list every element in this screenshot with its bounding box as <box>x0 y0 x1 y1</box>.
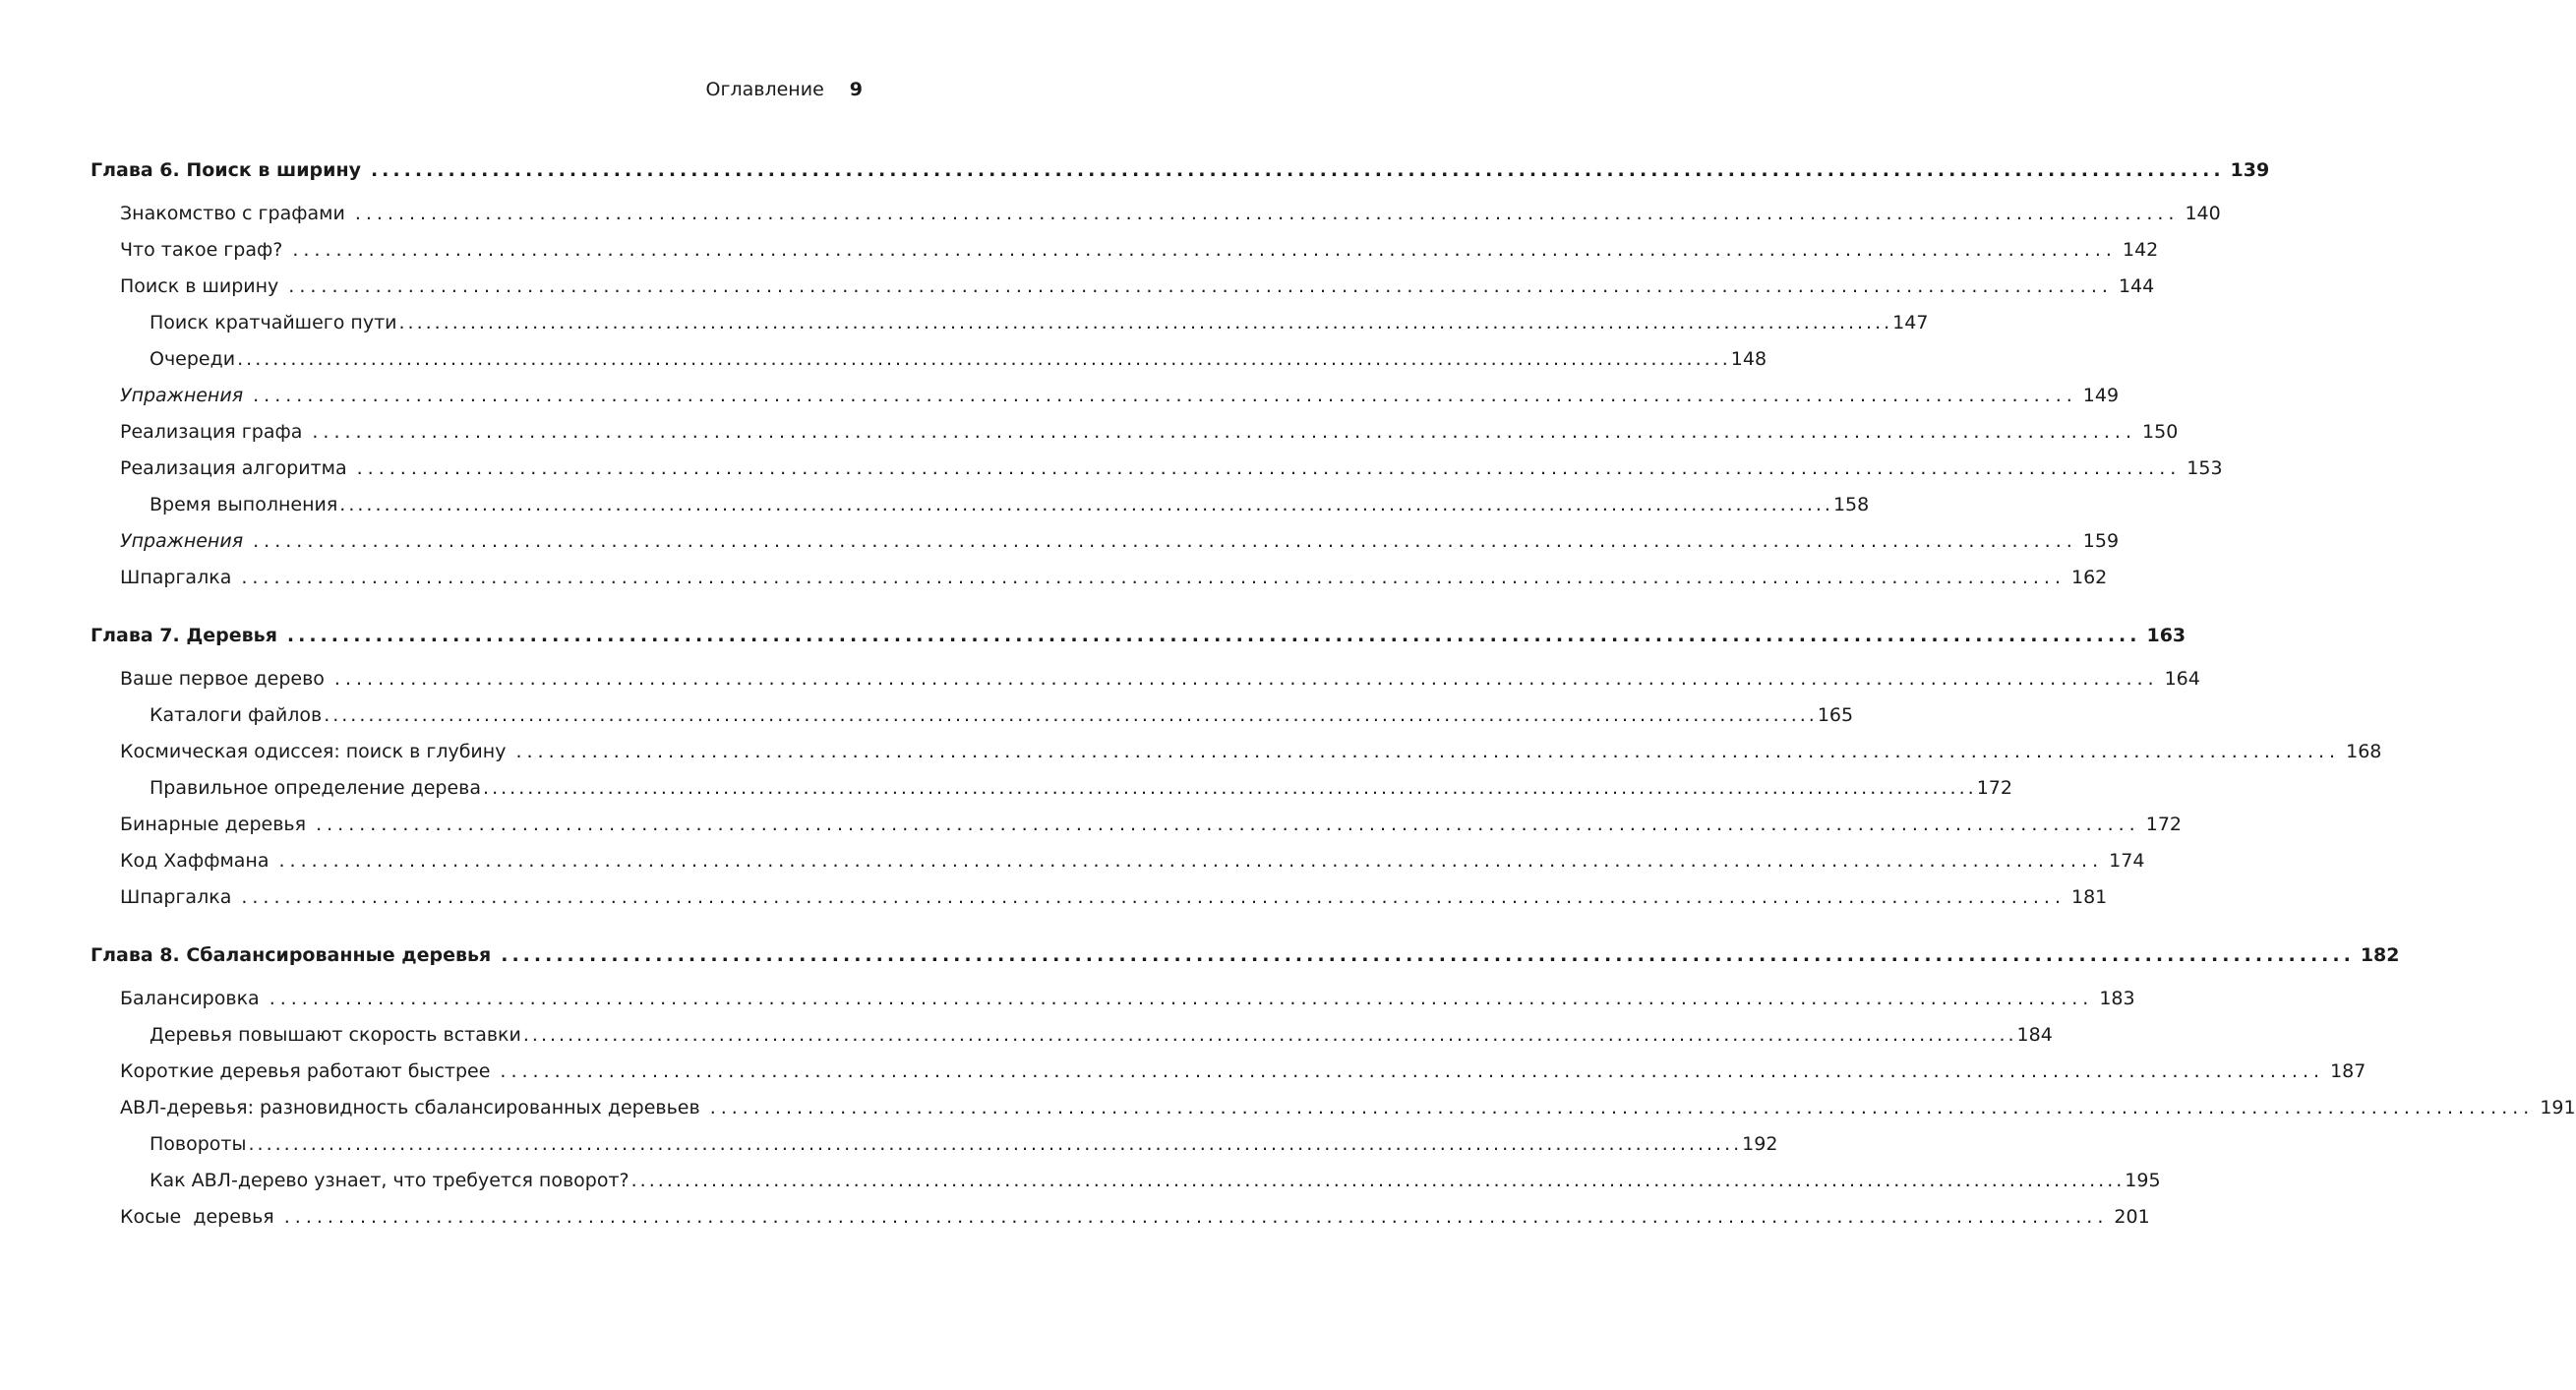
toc-subentry[interactable] <box>150 776 2012 800</box>
toc-subentry[interactable] <box>150 1169 2161 1192</box>
toc-entry-page: 144 <box>2118 275 2155 297</box>
dot-leader: ........................................................................................................................................................................ <box>292 239 2117 261</box>
toc-entry-title: Упражнения <box>120 385 244 406</box>
toc-entry-title: АВЛ-деревья: разновидность сбалансированных деревьев <box>120 1097 700 1118</box>
toc-entry-page: 168 <box>2346 741 2382 762</box>
toc-entry-title: Очереди <box>150 348 236 370</box>
toc-entry-page: 182 <box>2360 944 2400 966</box>
toc-entry[interactable] <box>120 987 2135 1010</box>
toc-entry-page: 149 <box>2082 385 2120 406</box>
toc-entry-page: 158 <box>1832 494 1870 515</box>
toc-entry-title: Космическая одиссея: поиск в глубину <box>120 741 507 762</box>
toc-entry[interactable] <box>120 849 2145 873</box>
toc-entry[interactable] <box>120 274 2155 298</box>
toc-entry[interactable] <box>120 238 2159 262</box>
dot-leader: ........................................................................................................................................................................ <box>241 886 2066 908</box>
toc-entry-title: Поиск кратчайшего пути <box>150 312 397 333</box>
toc-entry[interactable] <box>120 1205 2150 1229</box>
toc-entry-title: Повороты <box>150 1133 247 1155</box>
toc-entry[interactable] <box>120 885 2108 909</box>
dot-leader: ........................................................................................................................................................................ <box>316 814 2140 835</box>
toc-entry-page: 162 <box>2071 567 2108 588</box>
toc-entry[interactable] <box>120 202 2221 225</box>
page-number: 9 <box>849 79 863 100</box>
dot-leader: ........................................................................................................................................................................ <box>241 567 2066 588</box>
toc-entry-page: 164 <box>2164 668 2200 690</box>
dot-leader: ........................................................................................................................................................................ <box>283 1206 2109 1228</box>
dot-leader: ........................................................................................................................................................................ <box>515 741 2341 762</box>
toc-entry-exercises[interactable] <box>120 529 2120 553</box>
toc-entry-page: 191 <box>2540 1097 2576 1118</box>
toc-entry-title: Правильное определение дерева <box>150 777 482 799</box>
toc-entry-page: 192 <box>1742 1133 1778 1155</box>
toc-entry-title: Ваше первое дерево <box>120 668 325 690</box>
dot-leader: ........................................................................................................................................................................ <box>253 530 2077 552</box>
toc-entry-title: Деревья повышают скорость вставки <box>150 1024 521 1046</box>
toc-subentry[interactable] <box>150 1132 1778 1156</box>
toc-entry-page: 195 <box>2125 1170 2161 1191</box>
toc-entry-title: Реализация графа <box>120 421 303 443</box>
toc-entry-page: 148 <box>1730 348 1767 370</box>
dot-leader: ........................................................................................................................................................................ <box>630 1170 2126 1191</box>
toc-entry-title: Глава 7. Деревья <box>90 625 277 646</box>
toc-entry-title: Короткие деревья работают быстрее <box>120 1060 491 1082</box>
dot-leader: ........................................................................................................................................................................ <box>248 1133 1743 1155</box>
toc-chapter-8[interactable] <box>90 943 2400 967</box>
toc-subentry[interactable] <box>150 493 1870 516</box>
toc-entry-page: 201 <box>2114 1206 2150 1228</box>
dot-leader: ........................................................................................................................................................................ <box>253 385 2077 406</box>
toc-entry-title: Бинарные деревья <box>120 814 307 835</box>
toc-entry-page: 184 <box>2016 1024 2053 1046</box>
toc-entry[interactable] <box>120 420 2179 444</box>
running-title: Оглавление <box>705 79 824 100</box>
toc-entry-page: 139 <box>2230 159 2270 181</box>
dot-leader: ........................................................................................................................................................................ <box>324 704 1818 726</box>
toc-entry-page: 165 <box>1817 704 1854 726</box>
toc-chapter-7[interactable] <box>90 624 2187 647</box>
dot-leader: ........................................................................................................................................................................ <box>500 1060 2325 1082</box>
toc-entry-title: Шпаргалка <box>120 886 232 908</box>
toc-entry-page: 159 <box>2082 530 2120 552</box>
toc-entry-title: Упражнения <box>120 530 244 552</box>
dot-leader: ........................................................................................................................................................................ <box>269 988 2094 1009</box>
toc-entry-page: 147 <box>1892 312 1929 333</box>
toc-chapter-6[interactable] <box>90 158 2270 182</box>
dot-leader: ........................................................................................................................................................................ <box>483 777 1977 799</box>
toc-entry-page: 181 <box>2071 886 2108 908</box>
toc-entry-title: Балансировка <box>120 988 260 1009</box>
dot-leader: ........................................................................................................................................................................ <box>709 1097 2535 1118</box>
dot-leader: ........................................................................................................................................................................ <box>398 312 1893 333</box>
toc-entry[interactable] <box>120 740 2382 763</box>
toc-entry-page: 174 <box>2109 850 2145 872</box>
dot-leader: ........................................................................................................................................................................ <box>370 159 2225 181</box>
dot-leader: ........................................................................................................................................................................ <box>312 421 2137 443</box>
toc-entry-title: Код Хаффмана <box>120 850 270 872</box>
toc-entry-page: 183 <box>2099 988 2135 1009</box>
toc-entry-title: Каталоги файлов <box>150 704 323 726</box>
dot-leader: ........................................................................................................................................................................ <box>333 668 2159 690</box>
toc-entry-page: 153 <box>2187 457 2223 479</box>
dot-leader: ........................................................................................................................................................................ <box>286 625 2141 646</box>
toc-entry-title: Глава 6. Поиск в ширину <box>90 159 361 181</box>
dot-leader: ........................................................................................................................................................................ <box>237 348 1731 370</box>
toc-subentry[interactable] <box>150 311 1929 334</box>
toc-entry[interactable] <box>120 566 2108 589</box>
toc-entry-page: 163 <box>2146 625 2187 646</box>
toc-entry-title: Что такое граф? <box>120 239 283 261</box>
toc-entry[interactable] <box>120 1059 2366 1083</box>
toc-entry-page: 150 <box>2142 421 2179 443</box>
dot-leader: ........................................................................................................................................................................ <box>522 1024 2017 1046</box>
toc-entry-title: Время выполнения <box>150 494 338 515</box>
toc-entry[interactable] <box>120 456 2223 480</box>
toc-entry-title: Глава 8. Сбалансированные деревья <box>90 944 492 966</box>
toc-entry-title: Шпаргалка <box>120 567 232 588</box>
toc-entry[interactable] <box>120 667 2200 691</box>
toc-entry-title: Знакомство с графами <box>120 203 345 224</box>
dot-leader: ........................................................................................................................................................................ <box>354 203 2180 224</box>
dot-leader: ........................................................................................................................................................................ <box>288 275 2113 297</box>
dot-leader: ........................................................................................................................................................................ <box>278 850 2104 872</box>
dot-leader: ........................................................................................................................................................................ <box>356 457 2182 479</box>
toc-entry-page: 172 <box>1976 777 2012 799</box>
toc-entry-page: 140 <box>2185 203 2221 224</box>
toc-entry-page: 187 <box>2330 1060 2366 1082</box>
toc-entry[interactable] <box>120 1096 2576 1119</box>
toc-entry[interactable] <box>120 813 2182 836</box>
toc-subentry[interactable] <box>150 347 1767 371</box>
toc-entry-title: Реализация алгоритма <box>120 457 347 479</box>
toc-entry-title: Как АВЛ-дерево узнает, что требуется поворот? <box>150 1170 629 1191</box>
toc-entry-page: 142 <box>2122 239 2159 261</box>
toc-entry-title: Поиск в ширину <box>120 275 279 297</box>
dot-leader: ........................................................................................................................................................................ <box>339 494 1833 515</box>
toc-subentry[interactable] <box>150 703 1854 727</box>
toc-subentry[interactable] <box>150 1023 2053 1047</box>
dot-leader: ........................................................................................................................................................................ <box>501 944 2355 966</box>
toc-entry-title: Косые деревья <box>120 1206 274 1228</box>
toc-entry-exercises[interactable] <box>120 384 2120 407</box>
page-header <box>706 79 863 100</box>
toc-entry-page: 172 <box>2145 814 2182 835</box>
